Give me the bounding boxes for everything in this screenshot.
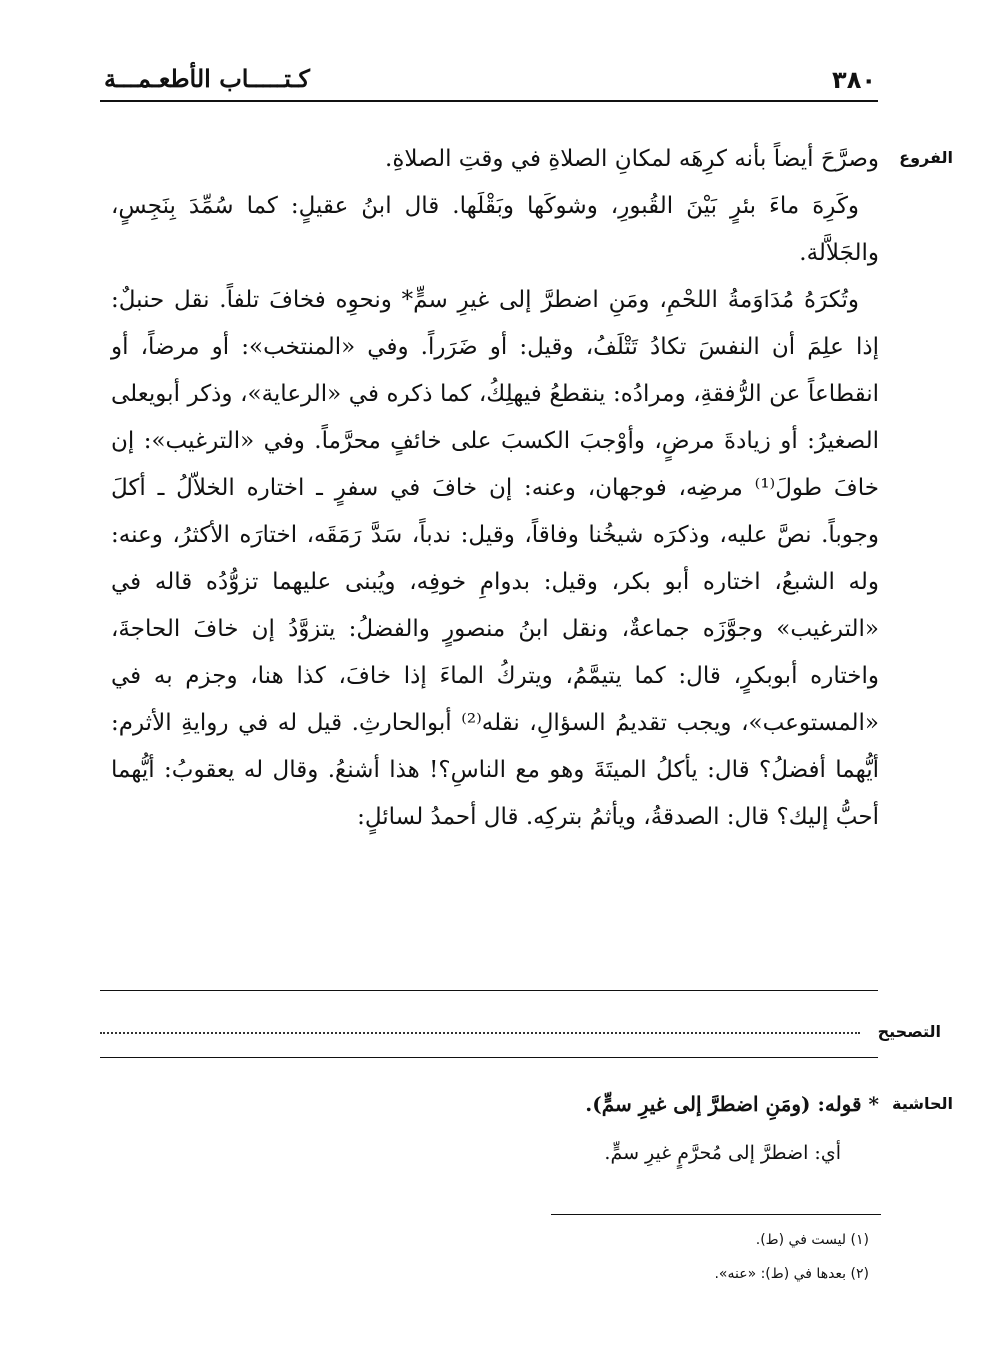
paragraph-3: وتُكرَهُ مُدَاوَمةُ اللحْمِ، ومَنِ اضطرَّ إلى غيرِ سمٍّ* ونحوِه فخافَ تلفاً. نقل حنبلٌ: إذا علِمَ أن النفسَ تكادُ تَتْلَفُ، وقيل: أو ضَرَراً. وفي «المنتخب»: أو مرضاً، أو انقطاعاً عن الرُّفقةِ، ومرادُه: ينقطعُ فيهلِكُ، كما ذكره في «الرعاية»، وذكر أبويعلى الصغيرُ: أو زيادةَ مرضٍ، وأوْجبَ الكسبَ على خائفٍ محرَّماً. وفي «الترغيب»: إن خافَ طولَ⁽¹⁾ مرضِه، فوجهان، وعنه: إن خافَ في سفرٍ ـ اختاره الخلاّلُ ـ أكلَ وجوباً. نصَّ عليه، وذكرَه شيخُنا وفاقاً، وقيل: ندباً، سَدَّ رَمَقَه، اختارَه الأكثرُ، وعنه: وله الشبعُ، اختاره أبو بكر، وقيل: بدوامِ خوفِه، ويُبنى عليهما تزوُّدُه قاله في «الترغيب» وجوَّزَه جماعةٌ، ونقل ابنُ منصورٍ والفضلُ: يتزوَّدُ إن خافَ الحاجةَ، واختاره أبوبكرٍ، قال: كما يتيمَّمُ، ويتركُ الماءَ إذا خافَ، كذا هنا، وجزم به في «المستوعب»، ويجب تقديمُ السؤالِ، نقله⁽²⁾ أبوالحارثِ. قيل له في روايةِ الأثرم: أيُّهما أفضلُ؟ قال: يأكلُ الميتَةَ وهو مع الناسِ؟! هذا أشنعُ. وقال له يعقوبُ: أيُّهما أحبُّ إليك؟ قال: الصدقةُ، ويأثمُ بتركِه. قال أحمدُ لسائلٍ:	[111, 287, 879, 830]
tashih-bottom-rule	[100, 1057, 878, 1058]
paragraph-2: وكَرِهَ ماءَ بئرٍ بَيْنَ القُبورِ، وشوكَها وبَقْلَها. قال ابنُ عقيلٍ: كما سُمِّدَ بِنَجِسٍ، والجَلاَّلة.	[111, 193, 879, 266]
footnote-rule	[551, 1214, 881, 1215]
paragraph-1: وصرَّحَ أيضاً بأنه كرِهَه لمكانِ الصلاةِ في وقتِ الصلاةِ.	[385, 146, 879, 172]
page-number: ٣٨٠	[832, 66, 876, 94]
side-label-furu: الفروع	[899, 148, 953, 167]
side-label-hashiya: الحاشية	[892, 1094, 953, 1113]
side-label-tashih: التصحيح	[877, 1022, 941, 1041]
main-text	[111, 136, 879, 841]
page-header	[100, 62, 878, 102]
hashiya-text: أي: اضطرَّ إلى مُحرَّمٍ غيرِ سمٍّ.	[604, 1142, 841, 1164]
book-title: كـتـــــاب الأطعـمـــة	[104, 64, 310, 93]
tashih-dotted-line	[100, 1032, 860, 1034]
footnote-2: (٢) بعدها في (ط): «عنه».	[714, 1266, 869, 1282]
tashih-top-rule	[100, 990, 878, 991]
hashiya-heading: * قوله: (ومَنِ اضطرَّ إلى غيرِ سمٍّ).	[585, 1092, 879, 1116]
footnote-1: (١) ليست في (ط).	[755, 1232, 869, 1248]
header-rule	[100, 100, 878, 102]
